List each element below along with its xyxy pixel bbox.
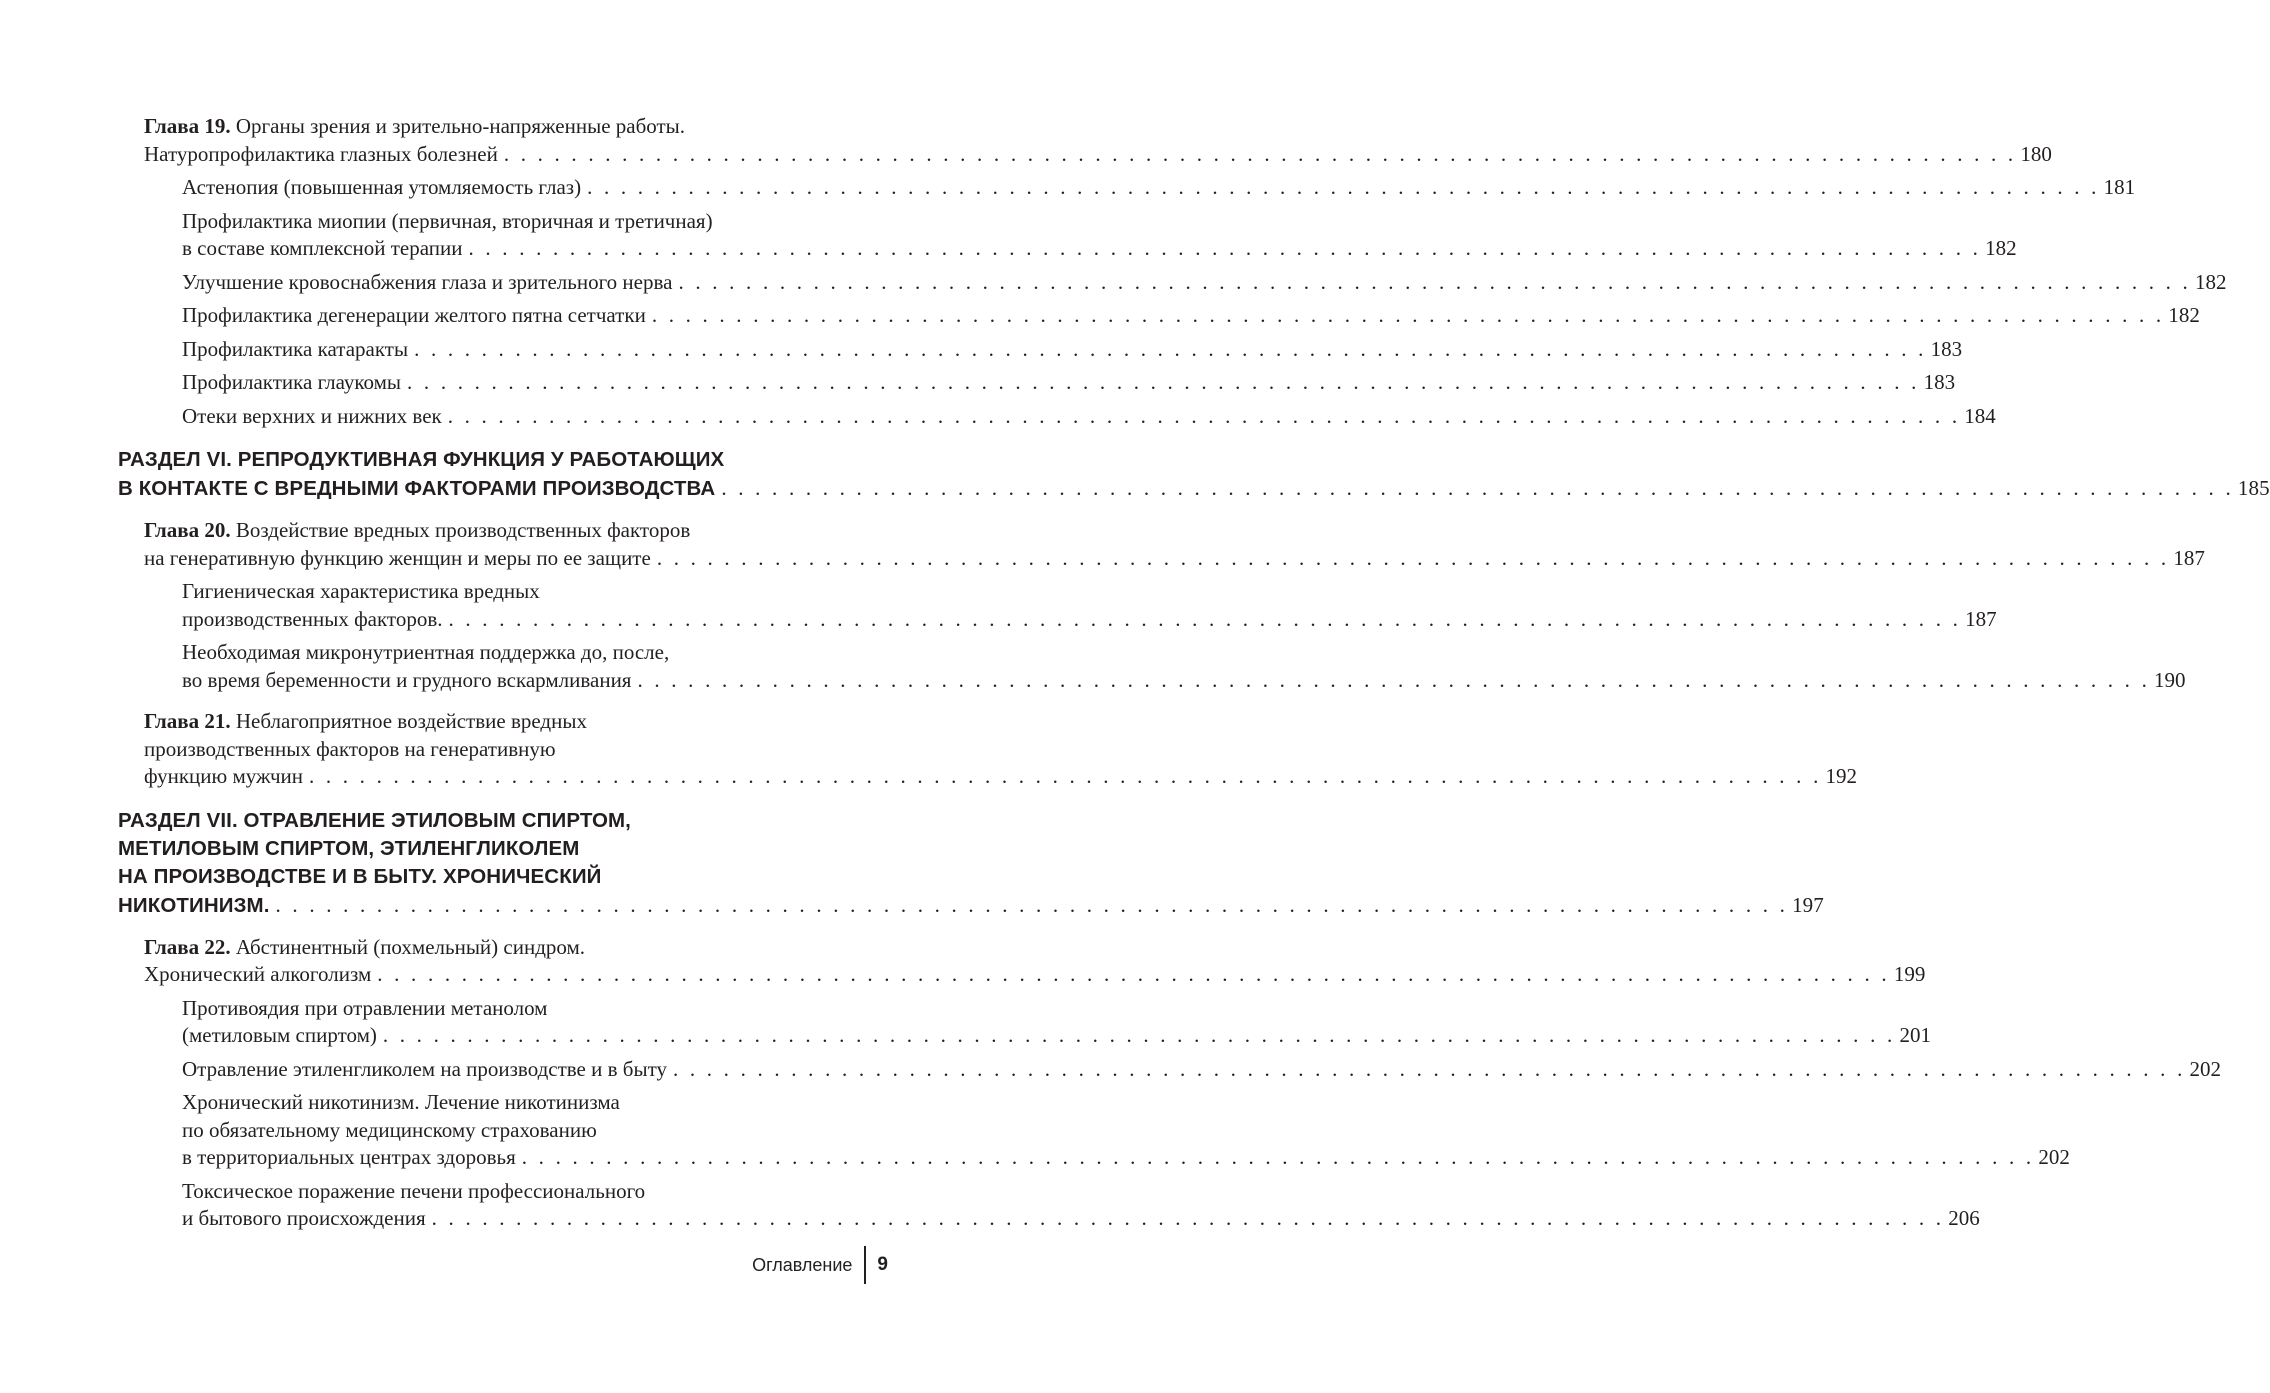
dot-leader: . . . . . . . . . . . . . . . . . . . . . . . . . . . . . . . . . . . . . . . . . . . . . . . . . . . . . . . . . . . . . . . . . . . . . . . . . . . . . . . . . . . . . . . . . . [382, 1023, 1896, 1047]
toc-entry-line [182, 269, 2227, 297]
entry-title-text: Гигиеническая характеристика вредных [182, 579, 540, 603]
toc-entry-line [144, 545, 2205, 573]
toc-subentry [118, 403, 1996, 431]
dot-leader: . . . . . . . . . . . . . . . . . . . . . . . . . . . . . . . . . . . . . . . . . . . . . . . . . . . . . . . . . . . . . . . . . . . . . . . . . . . . . . . . . . . . . . . . . . [308, 764, 1822, 788]
toc-section-entry [118, 446, 2270, 503]
entry-title-text: по обязательному медицинскому страхованию [182, 1117, 597, 1142]
toc-subentry [118, 639, 2186, 694]
toc-chapter-entry [118, 113, 2052, 168]
running-footer-title: Оглавление [752, 1254, 853, 1275]
dot-leader: . . . . . . . . . . . . . . . . . . . . . . . . . . . . . . . . . . . . . . . . . . . . . . . . . . . . . . . . . . . . . . . . . . . . . . . . . . . . . . . . . . . . . . . . . . [587, 175, 2100, 199]
entry-title-text: МЕТИЛОВЫМ СПИРТОМ, ЭТИЛЕНГЛИКОЛЕМ [118, 836, 580, 860]
toc-subentry [118, 578, 1997, 633]
chapter-label: Глава 21. [144, 709, 231, 733]
toc-subentry [118, 269, 2227, 297]
entry-title-text: Хронический алкоголизм [144, 962, 372, 986]
entry-page-number: 181 [2103, 175, 2136, 199]
page-number: 9 [877, 1254, 888, 1275]
toc-subentry [118, 995, 1931, 1050]
dot-leader: . . . . . . . . . . . . . . . . . . . . . . . . . . . . . . . . . . . . . . . . . . . . . . . . . . . . . . . . . . . . . . . . . . . . . . . . . . . . . . . . . . . . . . . . . . [521, 1145, 2035, 1169]
entry-title-text: Натуропрофилактика глазных болезней [144, 141, 498, 166]
entry-page-number: 184 [1964, 403, 1996, 428]
toc-entry-line [182, 1144, 2070, 1172]
entry-page-number: 187 [2173, 545, 2205, 570]
entry-title-text: производственных факторов. [182, 606, 443, 631]
toc-entry-line [118, 807, 886, 835]
dot-leader: . . . . . . . . . . . . . . . . . . . . . . . . . . . . . . . . . . . . . . . . . . . . . . . . . . . . . . . . . . . . . . . . . . . . . . . . . . . . . . . . . . . . . . . . . . [721, 476, 2234, 500]
toc-chapter-entry [118, 934, 1926, 989]
entry-title-text: в территориальных центрах здоровья [182, 1145, 516, 1169]
entry-page-number: 197 [1792, 892, 1824, 917]
entry-page-number: 182 [1985, 236, 2017, 260]
entry-title-text: Профилактика глаукомы [182, 370, 402, 394]
dot-leader: . . . . . . . . . . . . . . . . . . . . . . . . . . . . . . . . . . . . . . . . . . . . . . . . . . . . . . . . . . . . . . . . . . . . . . . . . . . . . . . . . . . . . . . . . . [637, 667, 2151, 692]
toc-subentry [118, 174, 2136, 202]
toc-entry-line [118, 863, 886, 891]
toc-entry-line [182, 208, 886, 236]
entry-page-number: 202 [2038, 1145, 2070, 1169]
entry-page-number: 187 [1965, 606, 1997, 631]
entry-title-text: Токсическое поражение печени профессионального [182, 1178, 646, 1203]
toc-entry-line [144, 141, 2052, 169]
toc-entry-line [144, 961, 1926, 989]
entry-title-text: Улучшение кровоснабжения глаза и зрительного нерва [182, 269, 673, 294]
entry-title-text: (метиловым спиртом) [182, 1023, 377, 1047]
entry-page-number: 192 [1825, 764, 1858, 788]
chapter-label: Глава 19. [144, 114, 231, 138]
entry-page-number: 183 [1923, 370, 1956, 394]
entry-page-number: 202 [2189, 1056, 2222, 1081]
entry-page-number: 180 [2020, 141, 2052, 166]
toc-entry-line [118, 891, 1824, 920]
entry-title-text: на генеративную функцию женщин и меры по ее защите [144, 545, 651, 570]
dot-leader: . . . . . . . . . . . . . . . . . . . . . . . . . . . . . . . . . . . . . . . . . . . . . . . . . . . . . . . . . . . . . . . . . . . . . . . . . . . . . . . . . . . . . . . . . . [377, 962, 1890, 986]
entry-title-text: Неблагоприятное воздействие вредных [235, 709, 587, 733]
entry-page-number: 201 [1899, 1023, 1931, 1047]
entry-title-text: в составе комплексной терапии [182, 236, 463, 260]
toc-entry-line [182, 1178, 886, 1206]
toc-entry-line [144, 763, 1858, 791]
toc-entry-line [144, 708, 886, 736]
toc-entry-line [144, 934, 886, 962]
entry-title-text: Воздействие вредных производственных факторов [235, 518, 691, 542]
entry-title-text: функцию мужчин [144, 764, 303, 788]
toc-subentry [118, 208, 2017, 263]
entry-title-text: НА ПРОИЗВОДСТВЕ И В БЫТУ. ХРОНИЧЕСКИЙ [118, 864, 602, 888]
toc-entry-line [144, 113, 886, 141]
chapter-label: Глава 20. [144, 518, 231, 542]
dot-leader: . . . . . . . . . . . . . . . . . . . . . . . . . . . . . . . . . . . . . . . . . . . . . . . . . . . . . . . . . . . . . . . . . . . . . . . . . . . . . . . . . . . . . . . . . . [672, 1056, 2186, 1081]
toc-entry-line [182, 1205, 1980, 1233]
toc-entry-line [182, 578, 886, 606]
toc-chapter-entry [118, 517, 2205, 572]
toc-entry-line [182, 1022, 1931, 1050]
entry-title-text: Необходимая микронутриентная поддержка до, после, [182, 640, 670, 664]
entry-page-number: 183 [1930, 336, 1963, 361]
toc-entry-line [182, 1117, 886, 1145]
toc-entry-line [182, 336, 1963, 364]
dot-leader: . . . . . . . . . . . . . . . . . . . . . . . . . . . . . . . . . . . . . . . . . . . . . . . . . . . . . . . . . . . . . . . . . . . . . . . . . . . . . . . . . . . . . . . . . . [651, 303, 2165, 327]
chapter-label: Глава 22. [144, 934, 231, 959]
entry-page-number: 190 [2154, 667, 2186, 692]
dot-leader: . . . . . . . . . . . . . . . . . . . . . . . . . . . . . . . . . . . . . . . . . . . . . . . . . . . . . . . . . . . . . . . . . . . . . . . . . . . . . . . . . . . . . . . . . . [503, 141, 2017, 166]
entry-title-text: Профилактика катаракты [182, 336, 409, 361]
toc-entry-line [144, 736, 886, 764]
entry-title-text: Органы зрения и зрительно-напряженные работы. [235, 114, 686, 138]
toc-entry-line [118, 446, 886, 474]
dot-leader: . . . . . . . . . . . . . . . . . . . . . . . . . . . . . . . . . . . . . . . . . . . . . . . . . . . . . . . . . . . . . . . . . . . . . . . . . . . . . . . . . . . . . . . . . . [275, 892, 1789, 917]
entry-title-text: В КОНТАКТЕ С ВРЕДНЫМИ ФАКТОРАМИ ПРОИЗВОДСТВА [118, 477, 716, 500]
dot-leader: . . . . . . . . . . . . . . . . . . . . . . . . . . . . . . . . . . . . . . . . . . . . . . . . . . . . . . . . . . . . . . . . . . . . . . . . . . . . . . . . . . . . . . . . . . [414, 336, 1927, 361]
toc-chapter-entry [118, 708, 1858, 791]
dot-leader: . . . . . . . . . . . . . . . . . . . . . . . . . . . . . . . . . . . . . . . . . . . . . . . . . . . . . . . . . . . . . . . . . . . . . . . . . . . . . . . . . . . . . . . . . . [678, 269, 2192, 294]
footer-divider [864, 1246, 866, 1284]
toc-entry-line [182, 403, 1996, 431]
toc-entry-line [182, 369, 1956, 397]
toc-entry-line [182, 302, 2200, 330]
dot-leader: . . . . . . . . . . . . . . . . . . . . . . . . . . . . . . . . . . . . . . . . . . . . . . . . . . . . . . . . . . . . . . . . . . . . . . . . . . . . . . . . . . . . . . . . . . [407, 370, 1920, 394]
toc-entry-line [182, 1056, 2222, 1084]
toc-subentry [118, 1089, 2070, 1172]
entry-title-text: Хронический никотинизм. Лечение никотинизма [182, 1090, 620, 1114]
entry-title-text: Абстинентный (похмельный) синдром. [235, 934, 586, 959]
dot-leader: . . . . . . . . . . . . . . . . . . . . . . . . . . . . . . . . . . . . . . . . . . . . . . . . . . . . . . . . . . . . . . . . . . . . . . . . . . . . . . . . . . . . . . . . . . [468, 236, 1982, 260]
toc-entry-line [118, 835, 886, 863]
entry-page-number: 185 [2237, 476, 2270, 500]
toc-entry-line [182, 606, 1997, 634]
entry-title-text: НИКОТИНИЗМ. [118, 893, 270, 917]
entry-title-text: Противоядия при отравлении метанолом [182, 995, 548, 1020]
entry-page-number: 182 [2168, 303, 2200, 327]
dot-leader: . . . . . . . . . . . . . . . . . . . . . . . . . . . . . . . . . . . . . . . . . . . . . . . . . . . . . . . . . . . . . . . . . . . . . . . . . . . . . . . . . . . . . . . . . . [656, 545, 2170, 570]
entry-title-text: Астенопия (повышенная утомляемость глаз) [182, 175, 582, 199]
toc-section-entry [118, 807, 1824, 920]
entry-title-text: Отравление этиленгликолем на производстве и в быту [182, 1056, 667, 1081]
entry-page-number: 182 [2195, 269, 2227, 294]
toc-entry-line [182, 639, 886, 667]
dot-leader: . . . . . . . . . . . . . . . . . . . . . . . . . . . . . . . . . . . . . . . . . . . . . . . . . . . . . . . . . . . . . . . . . . . . . . . . . . . . . . . . . . . . . . . . . . [447, 403, 1961, 428]
toc-subentry [118, 1178, 1980, 1233]
toc-entry-line [182, 235, 2017, 263]
entry-title-text: производственных факторов на генеративную [144, 736, 556, 761]
entry-page-number: 199 [1893, 962, 1926, 986]
entry-page-number: 206 [1948, 1206, 1980, 1230]
toc-entry-line [182, 667, 2186, 695]
entry-title-text: Профилактика дегенерации желтого пятна сетчатки [182, 303, 646, 327]
entry-title-text: РАЗДЕЛ VI. РЕПРОДУКТИВНАЯ ФУНКЦИЯ У РАБОТАЮЩИХ [118, 448, 725, 471]
entry-title-text: Отеки верхних и нижних век [182, 403, 442, 428]
toc-subentry [118, 369, 1956, 397]
toc-entry-line [118, 474, 2270, 503]
dot-leader: . . . . . . . . . . . . . . . . . . . . . . . . . . . . . . . . . . . . . . . . . . . . . . . . . . . . . . . . . . . . . . . . . . . . . . . . . . . . . . . . . . . . . . . . . . [431, 1206, 1945, 1230]
toc-entry-line [182, 1089, 886, 1117]
toc-entry-line [182, 995, 886, 1023]
toc-entry-line [144, 517, 886, 545]
toc-entry-line [182, 174, 2136, 202]
dot-leader: . . . . . . . . . . . . . . . . . . . . . . . . . . . . . . . . . . . . . . . . . . . . . . . . . . . . . . . . . . . . . . . . . . . . . . . . . . . . . . . . . . . . . . . . . . [448, 606, 1962, 631]
toc-subentry [118, 1056, 2222, 1084]
table-of-contents [118, 113, 2270, 1233]
toc-subentry [118, 336, 1963, 364]
entry-title-text: и бытового происхождения [182, 1206, 426, 1230]
entry-title-text: Профилактика миопии (первичная, вторичная и третичная) [182, 208, 713, 233]
page-footer [752, 1246, 888, 1284]
toc-subentry [118, 302, 2200, 330]
entry-title-text: во время беременности и грудного вскармливания [182, 667, 632, 692]
entry-title-text: РАЗДЕЛ VII. ОТРАВЛЕНИЕ ЭТИЛОВЫМ СПИРТОМ, [118, 808, 631, 832]
